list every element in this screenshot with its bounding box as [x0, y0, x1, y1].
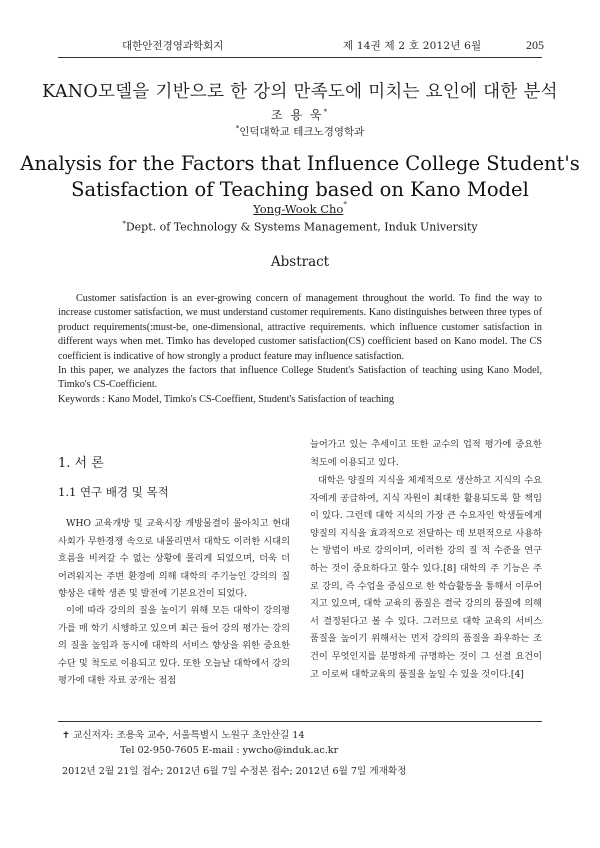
abstract-body — [58, 292, 542, 407]
english-title — [0, 151, 600, 203]
korean-affiliation-mark: * — [235, 124, 240, 133]
footnote-corresponding-author: ✝ 교신저자: 조용욱 교수, 서울특별시 노원구 초안산길 14 — [62, 730, 305, 741]
body-paragraph-3: 늘어가고 있는 추세이고 또한 교수의 업적 평가에 중요한 척도에 이용되고 있다. — [310, 439, 542, 468]
journal-name: 대한안전경영과학회지 — [122, 40, 224, 52]
page-number: 205 — [526, 38, 544, 52]
abstract-heading: Abstract — [270, 254, 330, 270]
header-rule — [58, 57, 542, 58]
korean-affiliation-text: 인덕대학교 테크노경영학과 — [239, 126, 365, 138]
english-affiliation — [0, 220, 600, 234]
subsection-heading: 1.1 연구 배경 및 목적 — [58, 485, 169, 499]
abstract-paragraph-2: In this paper, we analyzes the factors that influence College Student's Satisfaction of teaching using Kano Model, Timko's CS-Coefficient. — [58, 365, 542, 391]
english-author — [0, 200, 600, 218]
korean-author-name: 조 용 욱 — [271, 108, 324, 122]
english-title-line2: Satisfaction of Teaching based on Kano Model — [71, 178, 529, 201]
issue-info: 제 14권 제 2 호 2012년 6월 — [343, 40, 482, 52]
korean-affiliation — [0, 124, 600, 139]
footnote-dates: 2012년 2월 21일 접수; 2012년 6월 7일 수정본 접수; 2012년 6월 7일 게재확정 — [62, 766, 407, 777]
english-affiliation-text: Dept. of Technology & Systems Management, Induk University — [125, 220, 478, 234]
english-author-name: Yong-Wook Cho — [253, 202, 344, 216]
body-paragraph-1: WHO 교육개방 및 교육시장 개방물결이 몰아치고 현대 사회가 무한경쟁 속으로 내몰리면서 대학도 이러한 시대의 흐름을 비켜갈 수 없는 상황에 몰리게 되었으며, 더욱 더 어려워지는 주변 환경에 의해 대학의 주기능인 강의의 질 향상은 대학 생존 및 발전에 기본요건이 되었다. — [58, 518, 290, 600]
korean-title: KANO모델을 기반으로 한 강의 만족도에 미치는 요인에 대한 분석 — [42, 82, 558, 102]
footnote-contact: Tel 02-950-7605 E-mail : ywcho@induk.ac.kr — [120, 745, 339, 756]
english-author-mark: * — [343, 200, 347, 209]
english-title-line1: Analysis for the Factors that Influence College Student's — [20, 152, 580, 175]
section-heading: 1. 서 론 — [58, 456, 104, 471]
body-paragraph-2: 이에 따라 강의의 질을 높이기 위해 모든 대학이 강의평가를 매 학기 시행하고 있으며 최근 들어 강의 평가는 강의의 질을 높임과 동시에 대학의 서비스 향상을 위한 중요한 수단 및 척도로 이용되고 있다. 또한 오늘날 대학에서 강의 평가에 대한 자료 공개는 점점 — [58, 605, 290, 687]
korean-author-mark: * — [323, 108, 329, 116]
korean-author — [0, 106, 600, 123]
footnote-rule — [58, 721, 542, 722]
running-header — [0, 38, 600, 54]
abstract-keywords: Keywords : Kano Model, Timko's CS-Coeffient, Student's Satisfaction of teaching — [58, 393, 394, 405]
body-paragraph-4: 대학은 양질의 지식을 체계적으로 생산하고 지식의 수요자에게 공급하여, 지식 자원이 최대한 활용되도록 할 책임이 있다. 그런데 대학 지식의 가장 큰 수요자인 학생들에게 양질의 지식을 효과적으로 전달하는 데 보편적으로 사용하는 방법이 바로 강의이며, 이러한 강의 질 적 수준을 연구하는 것이 중요하다고 할수 있다.[8] 대학의 주 기능은 주로 강의, 즉 수업을 중심으로 한 학습활동을 통해서 이루어지고 있으며, 대학 교육의 품질은 결국 강의의 품질에 의해서 결정된다고 볼 수 있다. 그러므로 대학 교육의 서비스 품질을 높이기 위해서는 먼저 강의의 품질을 좌우하는 조건이 무엇인지를 분명하게 규명하는 것이 그 선결 요건이고 이로써 대학교육의 품질을 높일 수 있을 것이다.[4] — [310, 475, 542, 680]
english-affiliation-mark: * — [122, 220, 126, 228]
abstract-paragraph-1: Customer satisfaction is an ever-growing concern of management throughout the world. To find the way to increase customer satisfaction, we must understand customer requirements. Kano distinguishes between three types of product requirements(:must-be, one-dimensional, attractive requirements. which influence customer satisfaction in different ways when met. Timko has developed customer satisfaction(CS) coefficient based on Kano model. The CS coefficient is indicative of how strongly a product feature may influence satisfaction. — [58, 293, 542, 362]
